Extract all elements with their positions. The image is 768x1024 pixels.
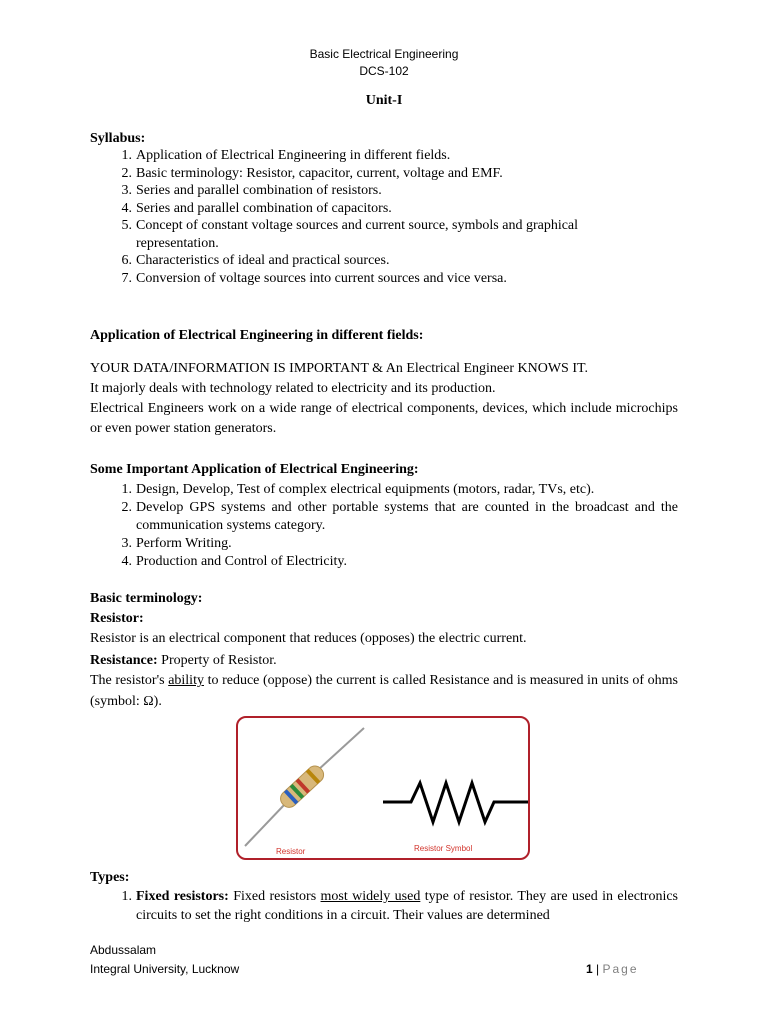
syllabus-item bbox=[121, 252, 578, 270]
syllabus-item-text: Application of Electrical Engineering in different fields. bbox=[136, 148, 451, 163]
important-item-text: Develop GPS systems and other portable systems that are counted in the broadcast and the communication systems category. bbox=[136, 500, 678, 533]
syllabus-item-text: Characteristics of ideal and practical sources. bbox=[136, 253, 390, 268]
important-item bbox=[121, 553, 678, 571]
resistor-figure bbox=[236, 716, 530, 860]
syllabus-list bbox=[121, 147, 579, 287]
resistor-symbol-caption: Resistor Symbol bbox=[414, 844, 473, 853]
important-list bbox=[121, 481, 678, 571]
important-item-text: Design, Develop, Test of complex electrical equipments (motors, radar, TVs, etc). bbox=[136, 482, 595, 497]
most-widely-used-underlined: most widely used bbox=[320, 889, 421, 904]
syllabus-item-number: 5. bbox=[121, 218, 132, 233]
fixed-resistors-label: Fixed resistors: bbox=[136, 889, 229, 904]
syllabus-item-number: 7. bbox=[121, 270, 132, 286]
important-item-number: 2. bbox=[121, 500, 132, 515]
ability-underlined: ability bbox=[168, 673, 204, 688]
syllabus-item-number: 1. bbox=[121, 148, 132, 163]
resistor-body bbox=[277, 763, 327, 811]
application-line-1: YOUR DATA/INFORMATION IS IMPORTANT & An Electrical Engineer KNOWS IT. bbox=[90, 361, 589, 376]
syllabus-item-text: Conversion of voltage sources into current sources and vice versa. bbox=[136, 270, 507, 286]
syllabus-item-number: 3. bbox=[121, 183, 132, 198]
syllabus-item bbox=[121, 200, 578, 218]
syllabus-item-text: Concept of constant voltage sources and current source, symbols and graphical bbox=[136, 218, 579, 233]
syllabus-item-text: Series and parallel combination of capacitors. bbox=[136, 200, 392, 216]
application-heading: Application of Electrical Engineering in different fields: bbox=[90, 328, 424, 343]
important-item-number: 4. bbox=[121, 554, 132, 569]
resistance-line bbox=[90, 652, 277, 669]
footer-author: Abdussalam bbox=[90, 943, 157, 957]
resistor-symbol-zigzag bbox=[383, 783, 528, 822]
important-item-text: Perform Writing. bbox=[136, 536, 232, 551]
syllabus-item-text: Series and parallel combination of resistors. bbox=[136, 183, 382, 198]
resistor-image bbox=[238, 718, 528, 858]
important-item bbox=[121, 481, 678, 499]
syllabus-item-number: 6. bbox=[121, 253, 132, 268]
resistor-caption: Resistor bbox=[276, 847, 306, 856]
page-number: 1 | Page bbox=[586, 962, 639, 976]
syllabus-item-number: 4. bbox=[121, 200, 132, 216]
resistor-lead-left bbox=[245, 804, 285, 846]
syllabus-heading: Syllabus: bbox=[90, 131, 146, 146]
page-number-value: 1 bbox=[586, 962, 593, 976]
important-item-number: 1. bbox=[121, 482, 132, 497]
syllabus-item bbox=[121, 182, 578, 200]
syllabus-item bbox=[121, 270, 578, 288]
types-item-fixed: Fixed resistors: Fixed resistors most widely used type of resistor. They are used in electronics circuits to set the right conditions in a circuit. Their values are determined bbox=[136, 889, 679, 923]
resistance-paragraph: The resistor's ability to reduce (oppose) the current is called Resistance and is measured in units of ohms (symbol: Ω). bbox=[90, 673, 679, 709]
resistor-lead-right bbox=[318, 728, 364, 770]
resistor-heading: Resistor: bbox=[90, 611, 144, 626]
unit-title: Unit-I bbox=[365, 93, 403, 108]
resistance-label: Resistance: bbox=[90, 653, 158, 668]
important-item bbox=[121, 499, 678, 535]
important-item-text: Production and Control of Electricity. bbox=[136, 554, 347, 569]
footer-institution: Integral University, Lucknow bbox=[90, 962, 240, 976]
resistance-definition: Property of Resistor. bbox=[157, 653, 277, 668]
page-word: Page bbox=[602, 962, 639, 976]
syllabus-item bbox=[121, 147, 578, 165]
types-item-number: 1. bbox=[121, 889, 132, 904]
types-heading: Types: bbox=[90, 870, 130, 885]
syllabus-item bbox=[121, 165, 578, 183]
application-paragraph: Electrical Engineers work on a wide range of electrical components, devices, which include microchips or even power station generators. bbox=[90, 401, 678, 436]
syllabus-item bbox=[121, 217, 579, 252]
resistor-definition: Resistor is an electrical component that reduces (opposes) the electric current. bbox=[90, 631, 527, 646]
course-code: DCS-102 bbox=[359, 64, 409, 78]
syllabus-item-text: Basic terminology: Resistor, capacitor, current, voltage and EMF. bbox=[136, 165, 503, 181]
important-heading: Some Important Application of Electrical Engineering: bbox=[90, 462, 419, 477]
application-line-2: It majorly deals with technology related to electricity and its production. bbox=[90, 381, 496, 396]
syllabus-item-text: representation. bbox=[136, 235, 219, 251]
syllabus-item-number: 2. bbox=[121, 165, 132, 181]
terminology-heading: Basic terminology: bbox=[90, 591, 203, 606]
course-title: Basic Electrical Engineering bbox=[309, 47, 459, 61]
important-item bbox=[121, 535, 678, 553]
important-item-number: 3. bbox=[121, 536, 132, 551]
